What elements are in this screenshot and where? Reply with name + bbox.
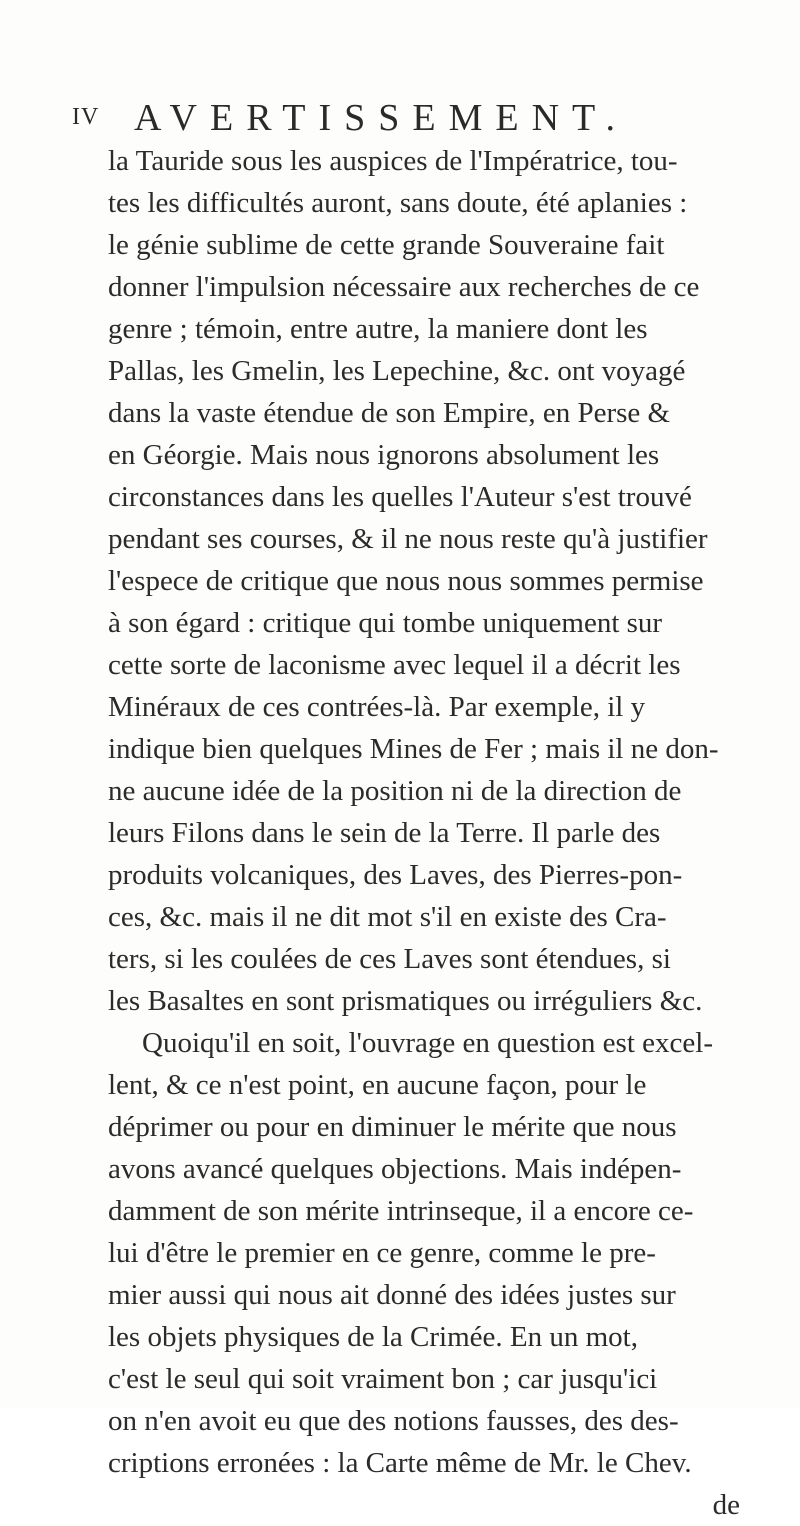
text-line: Quoiqu'il en soit, l'ouvrage en question est excel-: [142, 1027, 713, 1059]
text-line: les Basaltes en sont prismatiques ou irréguliers &c.: [108, 985, 703, 1017]
text-line: dans la vaste étendue de son Empire, en Perse &: [108, 397, 671, 429]
text-line: le génie sublime de cette grande Souveraine fait: [108, 229, 665, 261]
catchword: de: [712, 1489, 740, 1521]
text-line: ters, si les coulées de ces Laves sont étendues, si: [108, 943, 671, 975]
text-line: c'est le seul qui soit vraiment bon ; car jusqu'ici: [108, 1363, 658, 1395]
page-header: [72, 96, 772, 139]
text-line: Pallas, les Gmelin, les Lepechine, &c. ont voyagé: [108, 355, 686, 387]
text-line: l'espece de critique que nous nous sommes permise: [108, 565, 704, 597]
body-text: [108, 140, 768, 1526]
text-line: déprimer ou pour en diminuer le mérite que nous: [108, 1111, 677, 1143]
text-line: lui d'être le premier en ce genre, comme le pre-: [108, 1237, 656, 1269]
text-line: Minéraux de ces contrées-là. Par exemple, il y: [108, 691, 646, 723]
text-line: circonstances dans les quelles l'Auteur s'est trouvé: [108, 481, 692, 513]
text-line: damment de son mérite intrinseque, il a encore ce-: [108, 1195, 694, 1227]
text-line: mier aussi qui nous ait donné des idées justes sur: [108, 1279, 676, 1311]
text-line: ces, &c. mais il ne dit mot s'il en existe des Cra-: [108, 901, 667, 933]
page-number: IV: [72, 104, 100, 130]
text-line: on n'en avoit eu que des notions fausses, des des-: [108, 1405, 679, 1437]
text-line: à son égard : critique qui tombe uniquement sur: [108, 607, 663, 639]
text-line: criptions erronées : la Carte même de Mr. le Chev.: [108, 1447, 692, 1479]
text-line: cette sorte de laconisme avec lequel il a décrit les: [108, 649, 681, 681]
text-line: produits volcaniques, des Laves, des Pierres-pon-: [108, 859, 683, 891]
text-line: ne aucune idée de la position ni de la direction de: [108, 775, 682, 807]
text-line: pendant ses courses, & il ne nous reste qu'à justifier: [108, 523, 708, 555]
text-line: lent, & ce n'est point, en aucune façon, pour le: [108, 1069, 647, 1101]
text-line: leurs Filons dans le sein de la Terre. Il parle des: [108, 817, 661, 849]
running-title: AVERTISSEMENT.: [134, 97, 628, 139]
text-line: indique bien quelques Mines de Fer ; mais il ne don-: [108, 733, 719, 765]
text-line: tes les difficultés auront, sans doute, été aplanies :: [108, 187, 688, 219]
text-line: donner l'impulsion nécessaire aux recherches de ce: [108, 271, 700, 303]
text-line: la Tauride sous les auspices de l'Impératrice, tou-: [108, 145, 678, 177]
text-line: genre ; témoin, entre autre, la maniere dont les: [108, 313, 648, 345]
text-line: en Géorgie. Mais nous ignorons absolument les: [108, 439, 660, 471]
text-line: les objets physiques de la Crimée. En un mot,: [108, 1321, 638, 1353]
text-line: avons avancé quelques objections. Mais indépen-: [108, 1153, 682, 1185]
